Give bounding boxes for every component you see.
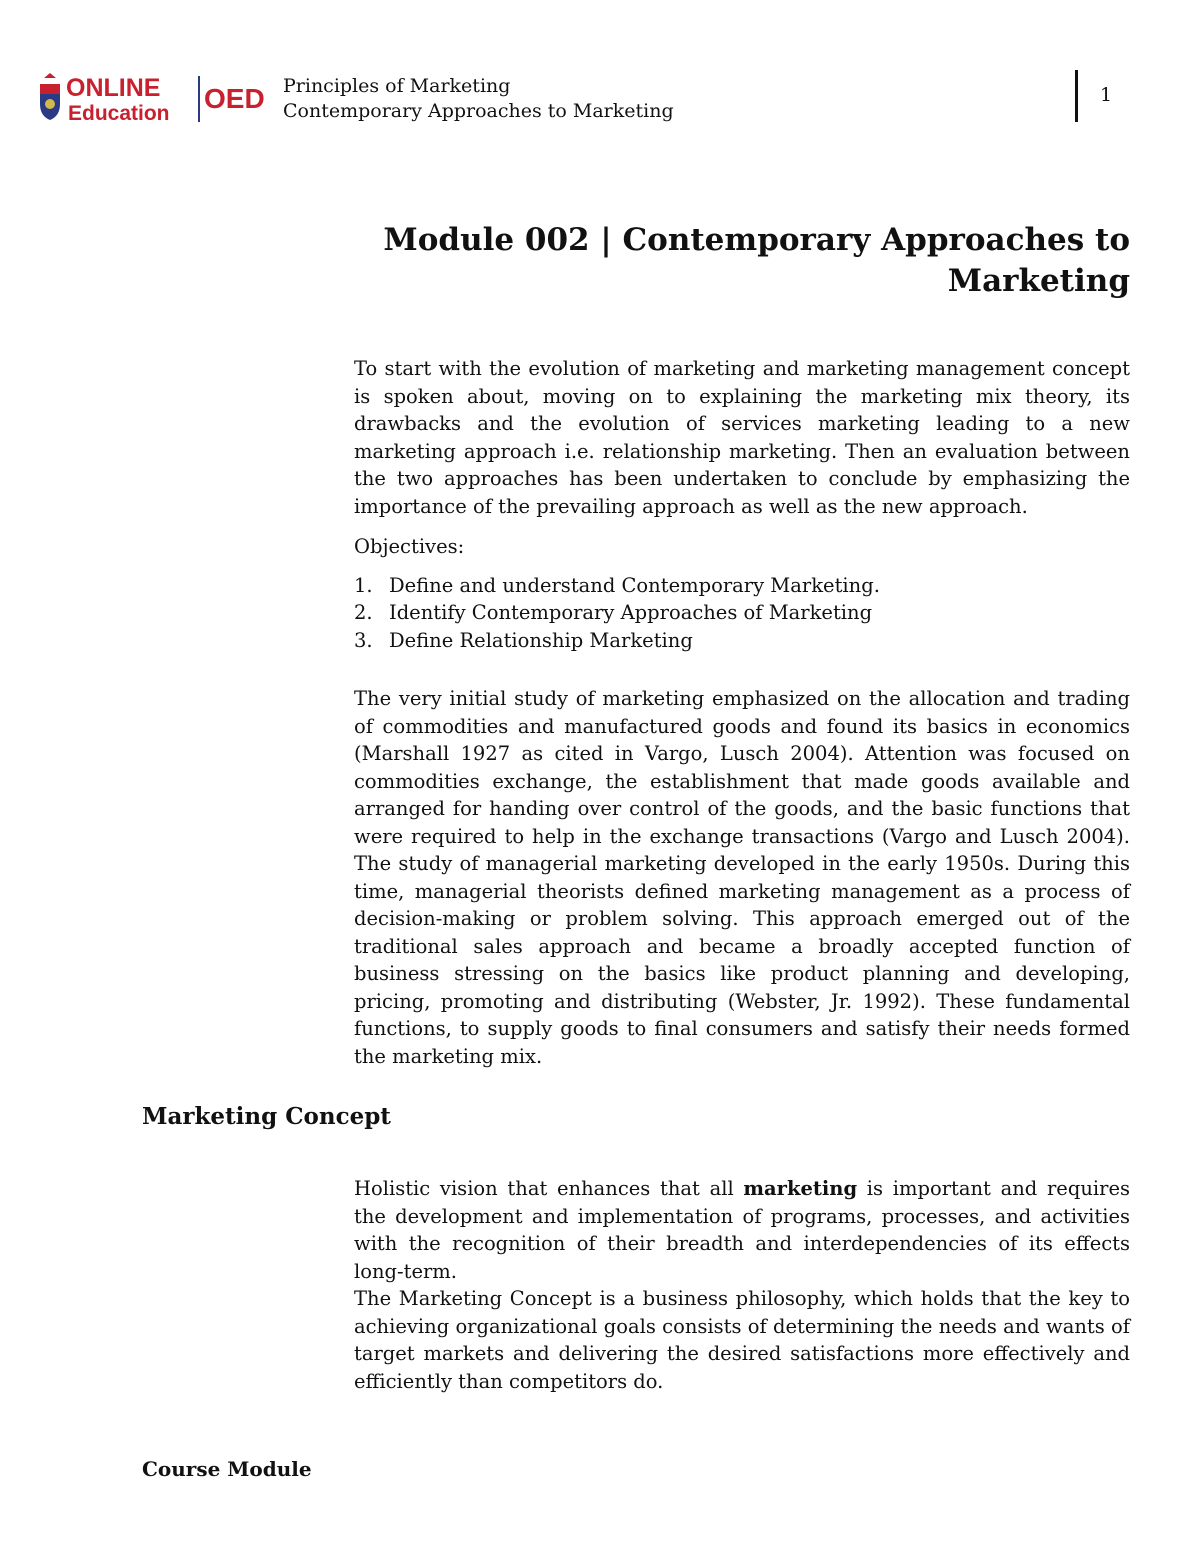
objectives-list (354, 572, 1130, 655)
marketing-concept-body (354, 1175, 1130, 1395)
online-education-logo (36, 70, 276, 126)
header-divider (1075, 70, 1078, 122)
objective-text: Identify Contemporary Approaches of Marketing (389, 601, 873, 624)
concept-bold-term: marketing (743, 1177, 858, 1200)
objective-number: 2. (354, 601, 373, 624)
objective-number: 3. (354, 628, 373, 652)
concept-paragraph-1 (354, 1175, 1130, 1285)
objective-item (354, 627, 1130, 655)
intro-paragraph: To start with the evolution of marketing and marketing management concept is spoken about, moving on to explaining the marketing mix theory, its drawbacks and the evolution of services marketing leading to a new marketing approach i.e. relationship marketing. Then an evaluation between the two approaches has been undertaken to conclude by emphasizing the importance of the prevailing approach as well as the new approach. (354, 357, 1130, 518)
section-heading-marketing-concept: Marketing Concept (142, 1103, 391, 1130)
running-header (283, 74, 674, 124)
header-course: Principles of Marketing (283, 75, 511, 97)
header-subtitle: Contemporary Approaches to Marketing (283, 100, 674, 122)
objective-item (354, 572, 1130, 600)
objective-text: Define Relationship Marketing (389, 628, 693, 652)
concept-paragraph-2: The Marketing Concept is a business philosophy, which holds that the key to achieving organizational goals consists of determining the needs and wants of target markets and delivering the desired satisfactions more effectively and efficiently than competitors do. (354, 1287, 1130, 1393)
module-title: Module 002 | Contemporary Approaches to Marketing (383, 222, 1130, 299)
objective-number: 1. (354, 573, 373, 597)
concept-text-after: is important and requires the development and implementation of programs, processes, and activities with the recognition of their breadth and interdependencies of its effects long-term. (354, 1177, 1130, 1283)
history-paragraph: The very initial study of marketing emphasized on the allocation and trading of commodities and manufactured goods and found its basics in economics (Marshall 1927 as cited in Vargo, Lusch 2004). Attention was focused on commodities exchange, the establishment that made goods available and arranged for handing over control of the goods, and the basic functions that were required to help in the exchange transactions (Vargo and Lusch 2004). The study of managerial marketing developed in the early 1950s. During this time, managerial theorists defined marketing management as a process of decision-making or problem solving. This approach emerged out of the traditional sales approach and became a broadly accepted function of business stressing on the basics like product planning and developing, pricing, promoting and distributing (Webster, Jr. 1992). These fundamental functions, to supply goods to final consumers and satisfy their needs formed the marketing mix. (354, 687, 1130, 1068)
logo-graphic (36, 70, 276, 126)
footer-course-module: Course Module (142, 1457, 312, 1481)
objective-text: Define and understand Contemporary Marketing. (389, 573, 880, 597)
concept-text-before: Holistic vision that enhances that all (354, 1177, 744, 1200)
logo-word-education: Education (68, 102, 170, 125)
page-number: 1 (1100, 84, 1113, 106)
logo-word-online: ONLINE (66, 74, 161, 102)
objectives-section (354, 533, 1130, 654)
objectives-label: Objectives: (354, 535, 465, 558)
logo-word-oed: OED (204, 83, 265, 114)
objective-item (354, 599, 1130, 627)
